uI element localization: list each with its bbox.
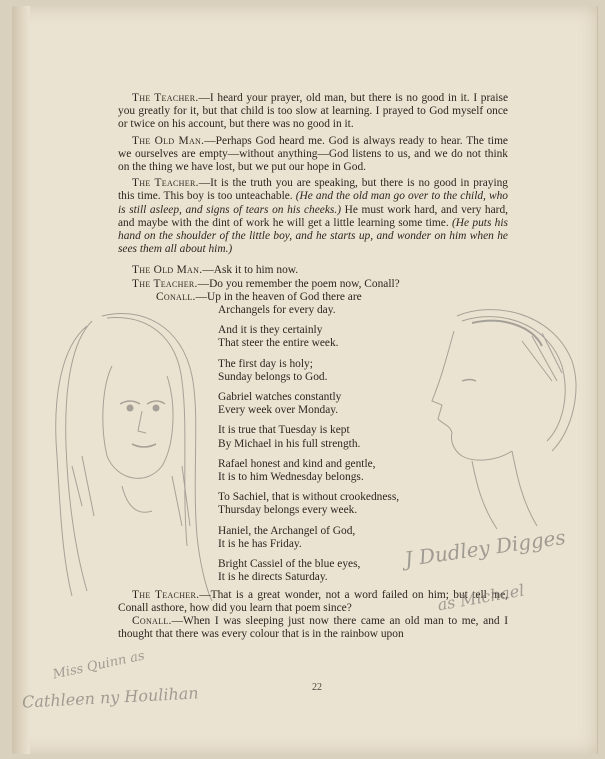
closing-conall bbox=[118, 615, 508, 641]
speaker-label: Conall. bbox=[132, 614, 172, 627]
dialogue-teacher bbox=[118, 278, 508, 291]
poem-intro bbox=[156, 291, 508, 304]
poem-line: It is he directs Saturday. bbox=[218, 571, 328, 584]
poem-line: And it is they certainly bbox=[218, 324, 323, 337]
speaker-label: The Old Man. bbox=[132, 134, 205, 147]
speech-text: —That is a great wonder, not a word failed on him; but tell me, Conall asthore, how did you learn that poem since? bbox=[118, 588, 508, 614]
speaker-label: The Teacher. bbox=[132, 177, 199, 190]
speech-text: —I heard your prayer, old man, but there is no good in it. I praise you greatly for it, but that child is too slow at learning. I prayed to God myself once or twice on his account, but there was no good in it. bbox=[118, 92, 509, 131]
stage-direction: (He puts his hand on the shoulder of the little boy, and he starts up, and wonder on him when he sees them all about him.) bbox=[118, 216, 508, 256]
handwritten-note-line1: Miss Quinn as bbox=[51, 648, 146, 683]
handwritten-signature-role: as Michael bbox=[436, 580, 526, 615]
handwritten-signature: J Dudley Digges bbox=[403, 524, 568, 572]
paragraph-teacher-1 bbox=[118, 92, 508, 132]
poem-stanza bbox=[218, 491, 508, 517]
poem-line: It is to him Wednesday belongs. bbox=[218, 471, 364, 484]
poem-stanza bbox=[156, 290, 508, 317]
poem-line: Every week over Monday. bbox=[218, 404, 339, 417]
poem-line: Rafael honest and kind and gentle, bbox=[218, 457, 376, 470]
speaker-label: The Teacher. bbox=[132, 277, 198, 290]
poem-line: Sunday belongs to God. bbox=[218, 370, 328, 383]
speech-text: —When I was sleeping just now there came an old man to me, and I thought that there was every colour that is in the rainbow upon bbox=[118, 614, 508, 641]
speech-text: He must work hard, and very hard, and maybe with the dint of work he will get a little learning some time. bbox=[118, 203, 509, 229]
poem-line: Haniel, the Archangel of God, bbox=[218, 524, 356, 537]
poem-line: Thursday belongs every week. bbox=[218, 504, 358, 517]
poem-line: By Michael in his full strength. bbox=[218, 437, 361, 450]
speaker-label: The Teacher. bbox=[132, 588, 200, 601]
poem-stanza bbox=[218, 324, 508, 350]
poem-line: Archangels for every day. bbox=[218, 304, 336, 317]
poem-line: The first day is holy; bbox=[218, 357, 313, 370]
speech-text: —It is the truth you are speaking, but there is no good in praying this time. This boy is too unteachable. bbox=[118, 177, 508, 203]
handwritten-note-line2: Cathleen ny Houlihan bbox=[21, 683, 200, 712]
poem-line: That steer the entire week. bbox=[218, 337, 339, 350]
poem-line: To Sachiel, that is without crookedness, bbox=[218, 491, 400, 504]
page-number: 22 bbox=[312, 682, 322, 693]
speaker-label: Conall. bbox=[156, 290, 196, 303]
poem-stanza bbox=[218, 358, 508, 384]
poem-stanza bbox=[218, 391, 508, 417]
poem-line: Gabriel watches constantly bbox=[218, 391, 342, 404]
book-page bbox=[12, 6, 598, 754]
poem-line: Bright Cassiel of the blue eyes, bbox=[218, 558, 361, 571]
poem-line: —Up in the heaven of God there are bbox=[195, 290, 362, 303]
paragraph-old-man-1 bbox=[118, 135, 508, 175]
stage-direction: (He and the old man go over to the child, who is still asleep, and signs of tears on his cheeks.) bbox=[118, 190, 508, 216]
speaker-label: The Teacher. bbox=[132, 92, 199, 104]
dialogue-old-man bbox=[118, 264, 508, 277]
poem-line: It is he has Friday. bbox=[218, 537, 302, 550]
speech-text: —Ask it to him now. bbox=[202, 264, 299, 277]
poem-stanza bbox=[218, 458, 508, 484]
speech-text: —Do you remember the poem now, Conall? bbox=[197, 277, 400, 290]
poem-line: It is true that Tuesday is kept bbox=[218, 424, 350, 437]
speech-text: —Perhaps God heard me. God is always ready to hear. The time we ourselves are empty—without anything—God listens to us, and we do not think on the thing we have lost, but we put our hope in God. bbox=[118, 134, 508, 174]
page-gutter bbox=[12, 6, 30, 754]
paragraph-teacher-2 bbox=[118, 177, 508, 256]
speaker-label: The Old Man. bbox=[132, 264, 203, 277]
poem-stanza bbox=[218, 424, 508, 450]
